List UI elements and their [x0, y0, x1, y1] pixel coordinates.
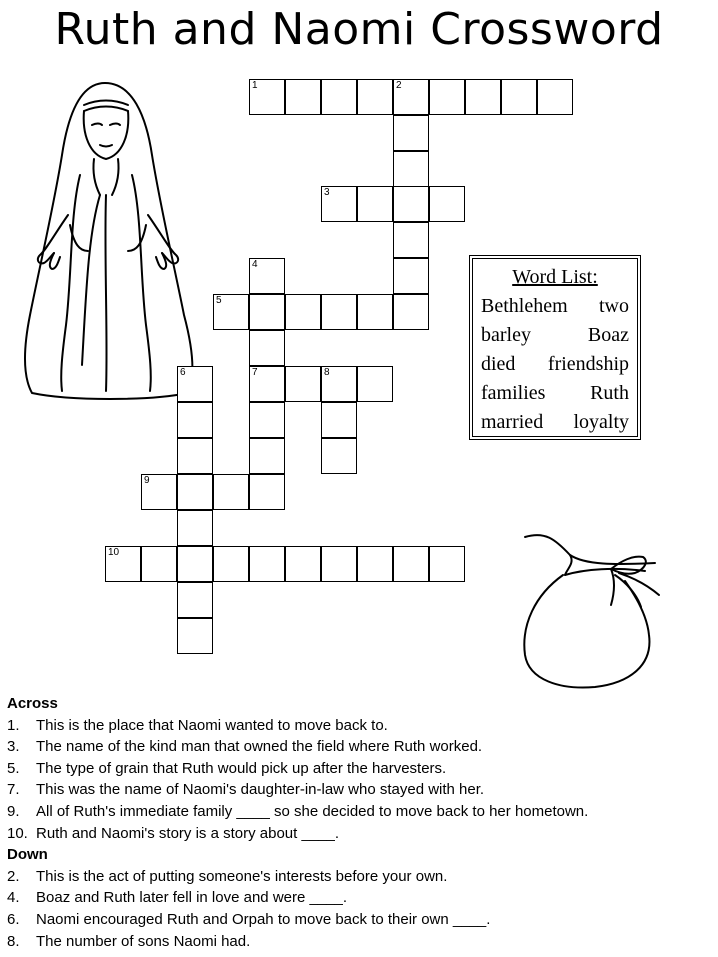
- crossword-cell[interactable]: [249, 330, 285, 366]
- crossword-cell[interactable]: [177, 510, 213, 546]
- word-list-word: friendship: [547, 353, 629, 375]
- cell-number: 3: [324, 187, 330, 198]
- cell-number: 10: [108, 547, 120, 558]
- across-clue: 5. The type of grain that Ruth would pick up after the harvesters.: [7, 759, 447, 777]
- word-list-heading: Word List:: [512, 266, 598, 288]
- down-clue: 2. This is the act of putting someone's interests before your own.: [7, 867, 448, 885]
- down-clue: 4. Boaz and Ruth later fell in love and were ____.: [7, 889, 348, 907]
- down-clue: 8. The number of sons Naomi had.: [7, 932, 251, 950]
- word-list-word: died: [481, 353, 516, 375]
- crossword-cell[interactable]: [285, 546, 321, 582]
- crossword-cell[interactable]: [429, 546, 465, 582]
- crossword-cell[interactable]: [249, 474, 285, 510]
- crossword-cell[interactable]: [249, 438, 285, 474]
- crossword-cell[interactable]: [285, 366, 321, 402]
- crossword-cell[interactable]: [177, 546, 213, 582]
- crossword-cell[interactable]: [393, 546, 429, 582]
- word-list-word: Ruth: [590, 382, 629, 404]
- crossword-cell[interactable]: [213, 474, 249, 510]
- crossword-cell[interactable]: [393, 222, 429, 258]
- cell-number: 5: [216, 295, 222, 306]
- word-list-word: two: [599, 295, 629, 317]
- word-list-box: [469, 255, 641, 440]
- crossword-cell[interactable]: [393, 186, 429, 222]
- down-clue: 6. Naomi encouraged Ruth and Orpah to move back to their own ____.: [7, 910, 491, 928]
- across-clue: 10. Ruth and Naomi's story is a story about ____.: [7, 824, 340, 842]
- cell-number: 4: [252, 259, 258, 270]
- crossword-cell[interactable]: [249, 366, 285, 402]
- crossword-cell[interactable]: [249, 294, 285, 330]
- word-list-word: Boaz: [587, 324, 629, 346]
- crossword-cell[interactable]: [105, 546, 141, 582]
- crossword-cell[interactable]: [249, 402, 285, 438]
- crossword-cell[interactable]: [357, 546, 393, 582]
- crossword-cell[interactable]: [213, 546, 249, 582]
- across-clue: 7. This was the name of Naomi's daughter-in-law who stayed with her.: [7, 781, 485, 799]
- crossword-cell[interactable]: [393, 115, 429, 151]
- crossword-cell[interactable]: [537, 79, 573, 115]
- crossword-cell[interactable]: [393, 294, 429, 330]
- crossword-cell[interactable]: [177, 438, 213, 474]
- crossword-cell[interactable]: [177, 582, 213, 618]
- word-list-word: married: [481, 411, 544, 433]
- crossword-cell[interactable]: [177, 366, 213, 402]
- crossword-cell[interactable]: [321, 186, 357, 222]
- word-list-word: barley: [481, 324, 531, 346]
- across-clue: 9. All of Ruth's immediate family ____ so she decided to move back to her hometown.: [7, 802, 589, 820]
- cell-number: 8: [324, 367, 330, 378]
- cell-number: 2: [396, 80, 402, 91]
- crossword-cell[interactable]: [213, 294, 249, 330]
- across-clue: 3. The name of the kind man that owned the field where Ruth worked.: [7, 738, 483, 756]
- crossword-cell[interactable]: [357, 79, 393, 115]
- crossword-cell[interactable]: [177, 618, 213, 654]
- crossword-cell[interactable]: [249, 258, 285, 294]
- crossword-cell[interactable]: [429, 186, 465, 222]
- crossword-cell[interactable]: [177, 474, 213, 510]
- crossword-cell[interactable]: [321, 79, 357, 115]
- word-list-row: [481, 379, 629, 408]
- crossword-cell[interactable]: [141, 474, 177, 510]
- crossword-cell[interactable]: [177, 402, 213, 438]
- word-list-row: [481, 292, 629, 321]
- crossword-cell[interactable]: [357, 294, 393, 330]
- crossword-cell[interactable]: [393, 258, 429, 294]
- page-title: Ruth and Naomi Crossword: [54, 4, 664, 55]
- word-list-word: loyalty: [573, 411, 629, 433]
- cell-number: 9: [144, 475, 150, 486]
- cell-number: 1: [252, 80, 258, 91]
- word-list-row: [481, 321, 629, 350]
- crossword-cell[interactable]: [357, 366, 393, 402]
- word-list-word: families: [481, 382, 546, 404]
- across-clue: 1. This is the place that Naomi wanted to move back to.: [7, 716, 388, 734]
- crossword-cell[interactable]: [393, 151, 429, 187]
- crossword-cell[interactable]: [321, 438, 357, 474]
- crossword-cell[interactable]: [321, 402, 357, 438]
- clues-section: [7, 693, 712, 952]
- down-heading: Down: [7, 846, 48, 864]
- across-heading: Across: [7, 695, 58, 712]
- crossword-cell[interactable]: [465, 79, 501, 115]
- crossword-cell[interactable]: [249, 546, 285, 582]
- crossword-cell[interactable]: [393, 79, 429, 115]
- crossword-cell[interactable]: [321, 546, 357, 582]
- word-list-word: Bethlehem: [481, 295, 568, 317]
- crossword-cell[interactable]: [285, 79, 321, 115]
- word-list-row: [481, 408, 629, 437]
- crossword-cell[interactable]: [357, 186, 393, 222]
- crossword-cell[interactable]: [285, 294, 321, 330]
- crossword-cell[interactable]: [321, 366, 357, 402]
- crossword-cell[interactable]: [321, 294, 357, 330]
- crossword-cell[interactable]: [249, 79, 285, 115]
- crossword-cell[interactable]: [141, 546, 177, 582]
- word-list-row: [481, 350, 629, 379]
- cell-number: 6: [180, 367, 186, 378]
- cell-number: 7: [252, 367, 258, 378]
- crossword-cell[interactable]: [501, 79, 537, 115]
- crossword-cell[interactable]: [429, 79, 465, 115]
